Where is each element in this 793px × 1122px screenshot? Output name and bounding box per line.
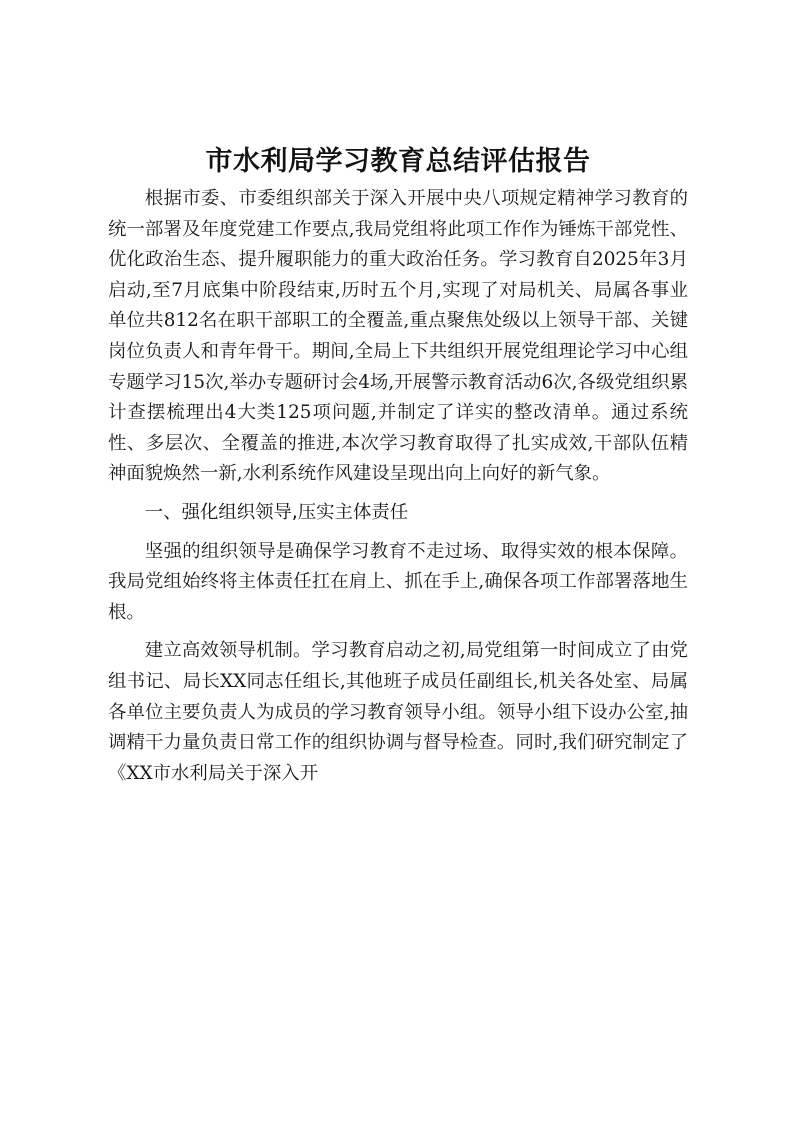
spacer xyxy=(108,490,688,498)
section-paragraph-2: 建立高效领导机制。学习教育启动之初,局党组第一时间成立了由党组书记、局长XX同志任组长,其他班子成员任副组长,机关各处室、局属各单位主要负责人为成员的学习教育领导小组。领导小组下设办公室,抽调精干力量负责日常工作的组织协调与督导检查。同时,我们研究制定了《XX市水利局关于深入开 xyxy=(108,640,688,784)
document-body xyxy=(108,140,688,789)
spacer xyxy=(108,529,688,537)
section-paragraph-1: 坚强的组织领导是确保学习教育不走过场、取得实效的根本保障。我局党组始终将主体责任扛在肩上、抓在手上,确保各项工作部署落地生根。 xyxy=(108,540,688,623)
section-heading: 一、强化组织领导,压实主体责任 xyxy=(144,501,409,523)
document-title: 市水利局学习教育总结评估报告 xyxy=(205,146,591,177)
intro-paragraph: 根据市委、市委组织部关于深入开展中央八项规定精神学习教育的统一部署及年度党建工作要点,我局党组将此项工作作为锤炼干部党性、优化政治生态、提升履职能力的重大政治任务。学习教育自2025年3月启动,至7月底集中阶段结束,历时五个月,实现了对局机关、局属各事业单位共812名在职干部职工的全覆盖,重点聚焦处级以上领导干部、关键岗位负责人和青年骨干。期间,全局上下共组织开展党组理论学习中心组专题学习15次,举办专题研讨会4场,开展警示教育活动6次,各级党组织累计查摆梳理出4大类125项问题,并制定了详实的整改清单。通过系统性、多层次、全覆盖的推进,本次学习教育取得了扎实成效,干部队伍精神面貌焕然一新,水利系统作风建设呈现出向上向好的新气象。 xyxy=(108,188,688,485)
spacer xyxy=(108,628,688,636)
